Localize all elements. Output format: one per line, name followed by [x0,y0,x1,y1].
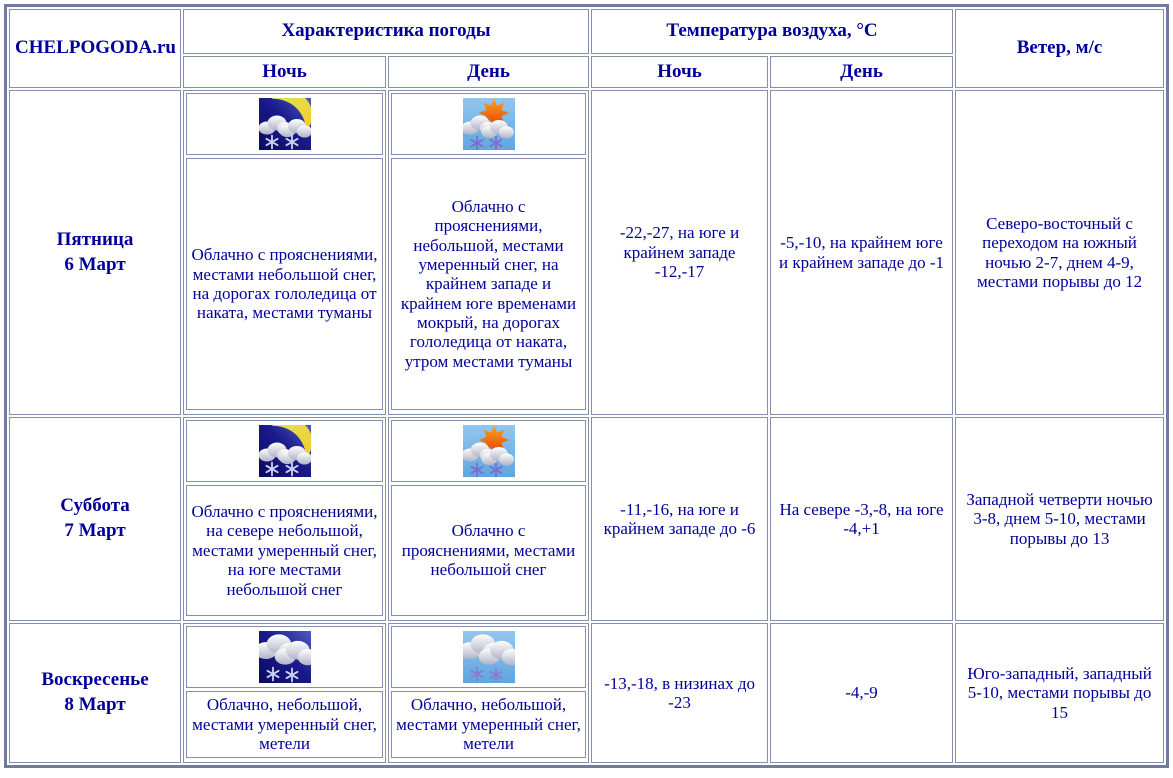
weather-night-cell [183,623,386,763]
temp-day-cell: На севере -3,-8, на юге -4,+1 [770,417,953,621]
header-row-groups [9,9,1164,54]
temp-night-cell: -11,-16, на юге и крайнем западе до -6 [591,417,768,621]
moon-clouds-snowflakes-night-icon [259,98,311,150]
temp-day-cell: -5,-10, на крайнем юге и крайнем западе до -1 [770,90,953,415]
moon-clouds-snowflakes-night-icon [259,425,311,477]
weather-day-description: Облачно, небольшой, местами умеренный снег, метели [396,695,581,754]
clouds-snowflakes-day-icon [463,631,515,683]
weather-day-text-box [391,691,586,758]
header-wind: Ветер, м/с [955,9,1164,88]
header-weather-night: Ночь [183,56,386,88]
weather-day-text-box [391,158,586,410]
header-temp-night: Ночь [591,56,768,88]
sun-clouds-snowflakes-day-icon [463,98,515,150]
weather-night-description: Облачно с прояснениями, на севере небольшой, местами умеренный снег, на юге местами небольшой снег [191,502,378,599]
weather-day-description: Облачно с прояснениями, местами небольшой снег [401,521,576,580]
brand-cell[interactable] [9,9,181,88]
weather-day-icon-box [391,420,586,482]
day-name-cell [9,623,181,763]
weather-night-icon-box [186,626,383,688]
weather-night-icon-box [186,420,383,482]
temp-night-cell: -13,-18, в низинах до -23 [591,623,768,763]
wind-cell: Западной четверти ночью 3-8, днем 5-10, местами порывы до 13 [955,417,1164,621]
weather-day-cell [388,623,589,763]
weather-night-cell [183,417,386,621]
header-weather-day: День [388,56,589,88]
forecast-row-saturday [9,417,1164,621]
weather-night-description: Облачно с прояснениями, местами небольшой снег, на дорогах гололедица от наката, местами туманы [191,245,378,323]
weather-night-text-box [186,691,383,758]
day-name-cell [9,417,181,621]
weather-day-text-box [391,485,586,616]
header-weather-group: Характеристика погоды [183,9,589,54]
temp-night-cell: -22,-27, на юге и крайнем западе -12,-17 [591,90,768,415]
weather-day-icon-box [391,626,586,688]
weather-night-text-box [186,485,383,616]
brand-text[interactable]: CHELPOGODA.ru [15,37,176,59]
wind-cell: Северо-восточный с переходом на южный ночью 2-7, днем 4-9, местами порывы до 12 [955,90,1164,415]
weather-night-cell [183,90,386,415]
forecast-row-friday [9,90,1164,415]
weather-day-icon-box [391,93,586,155]
wind-cell: Юго-западный, западный 5-10, местами порывы до 15 [955,623,1164,763]
sun-clouds-snowflakes-day-icon [463,425,515,477]
weather-day-cell [388,90,589,415]
day-name: Воскресенье [41,669,149,691]
header-temperature-group: Температура воздуха, °C [591,9,953,54]
day-date: 6 Март [64,253,126,275]
day-name: Суббота [60,495,130,517]
day-name: Пятница [56,228,134,250]
temp-day-cell: -4,-9 [770,623,953,763]
weather-night-icon-box [186,93,383,155]
day-date: 7 Март [64,520,126,541]
day-date: 8 Март [64,694,126,715]
weather-forecast-table [4,4,1169,768]
weather-night-text-box [186,158,383,410]
clouds-snowflakes-night-icon [259,631,311,683]
header-temp-day: День [770,56,953,88]
weather-day-description: Облачно с прояснениями, небольшой, местами умеренный снег, на крайнем западе и крайнем юге временами мокрый, на дорогах гололедица от наката, утром местами туманы [400,196,577,371]
forecast-row-sunday [9,623,1164,763]
weather-night-description: Облачно, небольшой, местами умеренный снег, метели [192,695,377,754]
day-name-cell [9,90,181,415]
weather-day-cell [388,417,589,621]
